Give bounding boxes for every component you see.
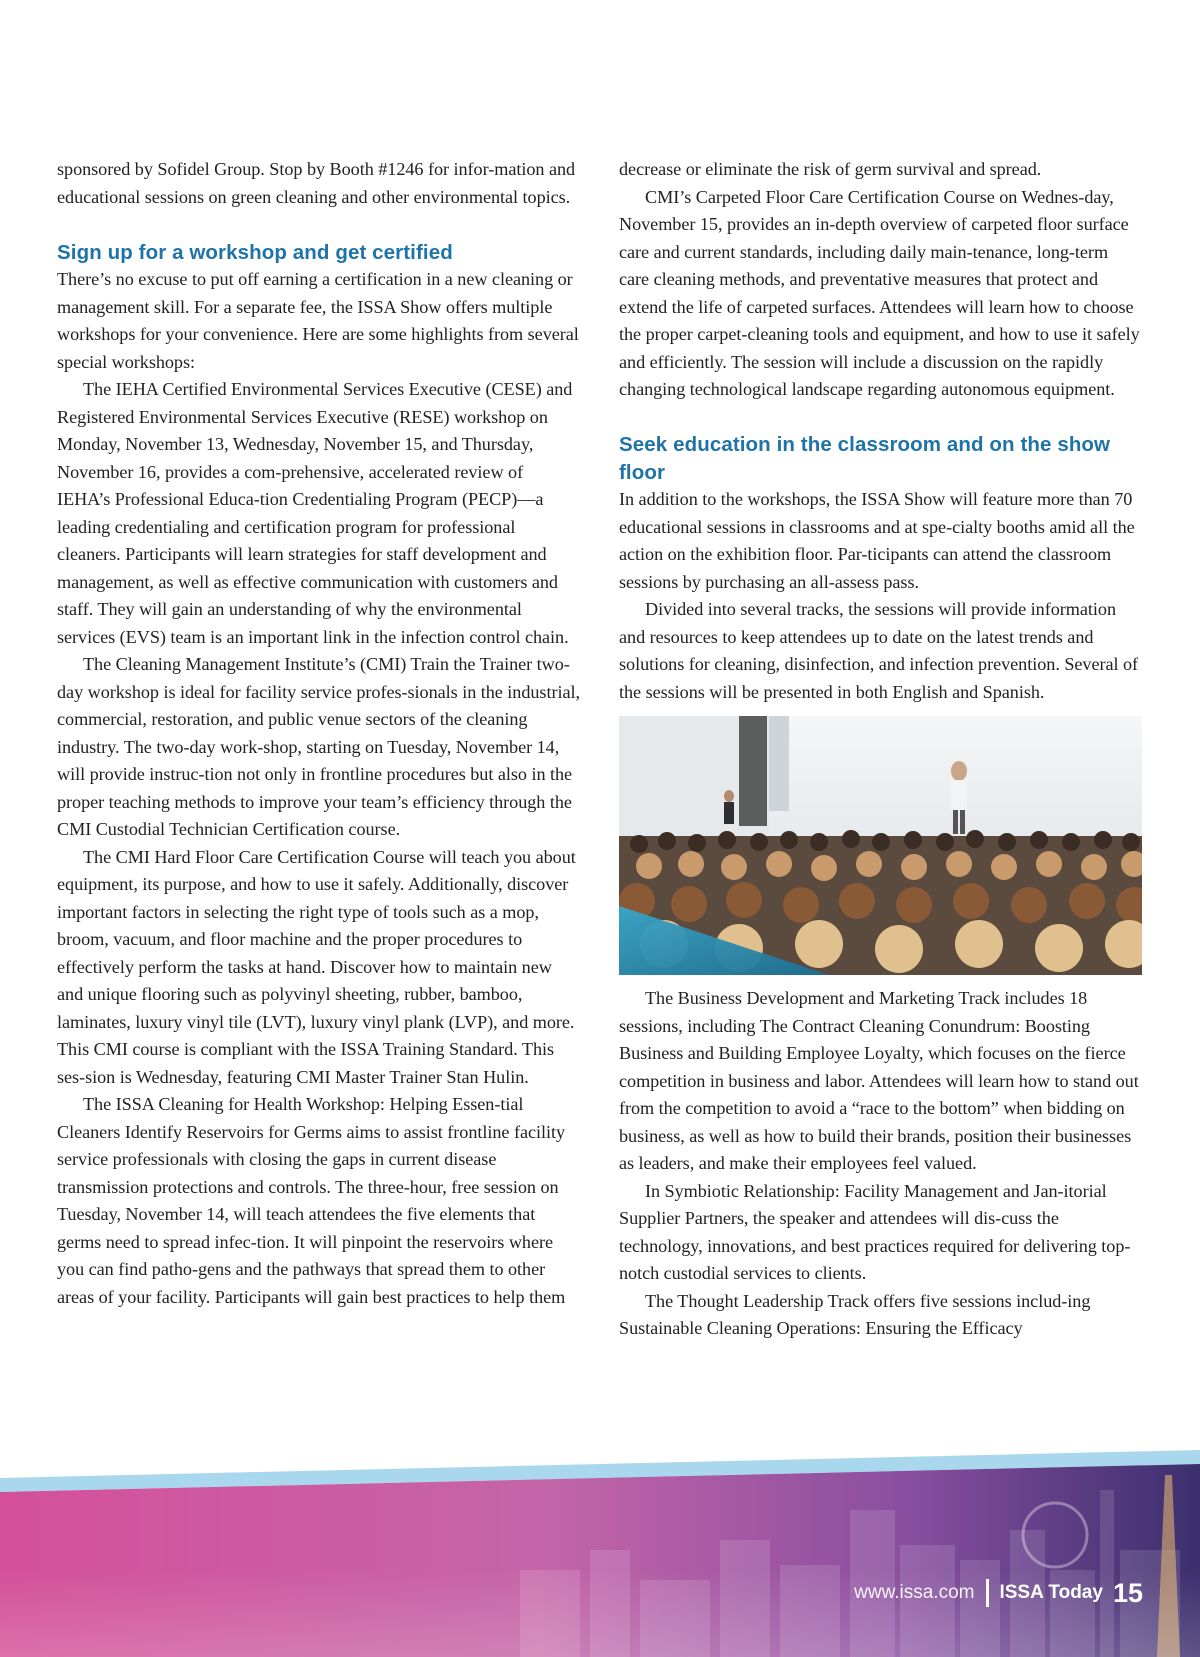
spacer [619, 404, 1142, 432]
paragraph: There’s no excuse to put off earning a certification in a new cleaning or management skill. For a separate fee, the ISSA Show offers multiple workshops for your convenience. Here are some highlights from several special workshops: [57, 269, 579, 372]
paragraph: sponsored by Sofidel Group. Stop by Booth #1246 for infor-mation and educational sessions on green cleaning and other environmental topics. [57, 159, 576, 207]
paragraph: decrease or eliminate the risk of germ survival and spread. [619, 159, 1042, 179]
footer-divider [986, 1579, 989, 1607]
paragraph: The IEHA Certified Environmental Services Executive (CESE) and Registered Environmental Services Executive (RESE) workshop on Monday, November 13, Wednesday, November 15, and Thursday, November 16, provides a com-prehensive, accelerated review of IEHA’s Professional Educa-tion Credentialing Program (PECP)—a leading credentialing and certification program for professional cleaners. Participants will learn strategies for staff development and management, as well as effective communication with customers and staff. They will gain an understanding of why the environmental services (EVS) team is an important link in the infection control chain. [57, 379, 573, 647]
paragraph: The Cleaning Management Institute’s (CMI) Train the Trainer two-day workshop is ideal for facility service profes-sionals in the industrial, commercial, restoration, and public venue sectors of the cleaning industry. The two-day work-shop, starting on Tuesday, November 14, will provide instruc-tion not only in frontline procedures but also in the proper teaching methods to improve your team’s efficiency through the CMI Custodial Technician Certification course. [57, 654, 580, 839]
section-heading-education: Seek education in the classroom and on the show floor [619, 433, 1111, 484]
paragraph: The Thought Leadership Track offers five sessions includ-ing Sustainable Cleaning Operations: Ensuring the Efficacy [619, 1290, 1091, 1338]
left-column [57, 156, 580, 1311]
spacer [57, 211, 580, 239]
paragraph: In Symbiotic Relationship: Facility Management and Jan-itorial Supplier Partners, the speaker and attendees will dis-cuss the technology, innovations, and best practices required for delivering top-notch custodial services to clients. [619, 1180, 1131, 1283]
paragraph: CMI’s Carpeted Floor Care Certification Course on Wednes-day, November 15, provides an in-depth overview of carpeted floor surface care and current standards, including daily main-tenance, long-term care cleaning methods, and preventative measures that protect and extend the life of carpeted surfaces. Attendees will learn how to choose the proper carpet-cleaning tools and equipment, and how to use it safely and efficiently. The session will include a discussion on the rapidly changing technological landscape regarding autonomous equipment. [619, 186, 1140, 399]
page-number: 15 [1112, 1577, 1143, 1608]
right-column [619, 156, 1142, 1343]
footer-banner [0, 1450, 1200, 1657]
section-heading-workshop: Sign up for a workshop and get certified [57, 240, 453, 264]
footer-credit [854, 1576, 1143, 1610]
website-link[interactable]: www.issa.com [854, 1582, 975, 1603]
paragraph: In addition to the workshops, the ISSA Show will feature more than 70 educational sessions in classrooms and at spe-cialty booths amid all the action on the exhibition floor. Par-ticipants can attend the classroom sessions by purchasing an all-assess pass. [619, 489, 1135, 592]
paragraph: The Business Development and Marketing Track includes 18 sessions, including The Contract Cleaning Conundrum: Boosting Business and Building Employee Loyalty, which focuses on the fierce competition in business and labor. Attendees will learn how to stand out from the competition to avoid a “race to the bottom” when bidding on business, as well as how to build their brands, position their businesses as leaders, and make their employees feel valued. [619, 988, 1139, 1173]
classroom-audience-photo [619, 716, 1142, 975]
paragraph: The CMI Hard Floor Care Certification Course will teach you about equipment, its purpose, and how to use it safely. Additionally, discover important factors in selecting the right type of tools such as a mop, broom, vacuum, and floor machine and the proper procedures to effectively perform the tasks at hand. Discover how to maintain new and unique flooring such as polyvinyl sheeting, rubber, bamboo, laminates, luxury vinyl tile (LVT), luxury vinyl plank (LVP), and more. This CMI course is compliant with the ISSA Training Standard. This ses-sion is Wednesday, featuring CMI Master Trainer Stan Hulin. [57, 846, 576, 1087]
paragraph: The ISSA Cleaning for Health Workshop: Helping Essen-tial Cleaners Identify Reservoirs for Germs aims to assist frontline facility service professionals with closing the gaps in current disease transmission protections and controls. The three-hour, free session on Tuesday, November 14, will teach attendees the five elements that germs need to spread infec-tion. It will pinpoint the reservoirs where you can find patho-gens and the pathways that spread them to other areas of your facility. Participants will gain best practices to help them [57, 1094, 566, 1307]
magazine-name: ISSA Today [999, 1582, 1103, 1603]
classroom-audience-illustration [619, 716, 1142, 975]
paragraph: Divided into several tracks, the sessions will provide information and resources to keep attendees up to date on the latest trends and solutions for cleaning, disinfection, and infection prevention. Several of the sessions will be presented in both English and Spanish. [619, 599, 1139, 702]
las-vegas-skyline-illustration [0, 1450, 1200, 1657]
